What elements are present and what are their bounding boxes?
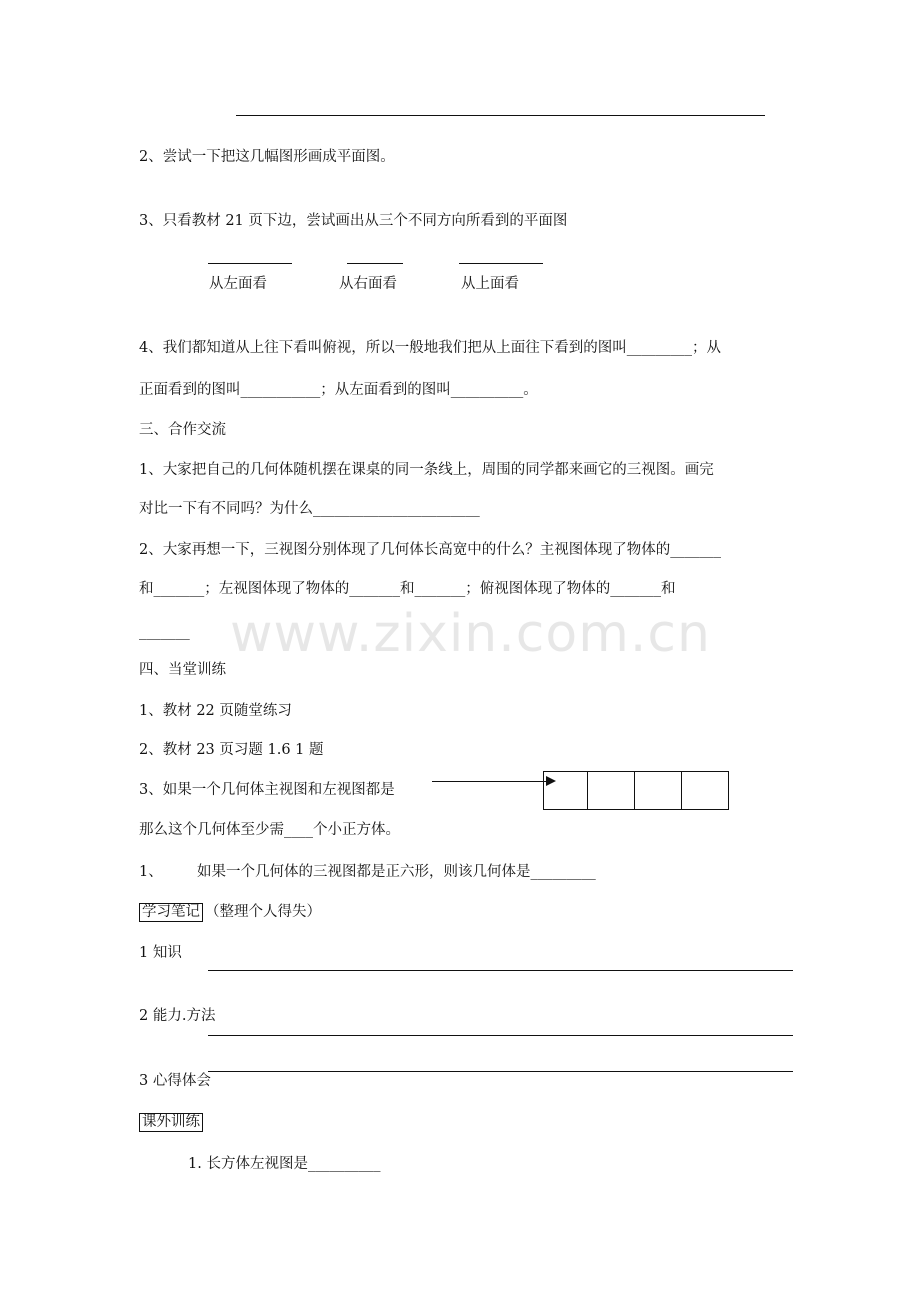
section-cooperation: 三、合作交流: [139, 422, 226, 438]
note-line-knowledge: [208, 970, 793, 971]
practice-4: 如果一个几何体的三视图都是正六形，则该几何体是_________: [197, 864, 596, 880]
extra-question-1: 1. 长方体左视图是__________: [188, 1156, 381, 1172]
label-right-view: 从右面看: [339, 276, 397, 292]
answer-line-top-view: [459, 263, 543, 264]
label-left-view: 从左面看: [209, 276, 267, 292]
question-2: 2、尝试一下把这几幅图形画成平面图。: [139, 149, 395, 165]
coop-2-line2: 和_______；左视图体现了物体的_______和_______；俯视图体现了物体的_______和: [139, 581, 676, 597]
note-ability-method: 2 能力.方法: [139, 1008, 216, 1024]
question-3: 3、只看教材 21 页下边，尝试画出从三个不同方向所看到的平面图: [139, 213, 568, 229]
note-line-experience: [208, 1071, 793, 1072]
figure-cell-3: [634, 771, 682, 810]
answer-line-right-view: [347, 263, 403, 264]
note-line-ability: [208, 1035, 793, 1036]
practice-2: 2、教材 23 页习题 1.6 1 题: [139, 742, 324, 758]
practice-3: 3、如果一个几何体主视图和左视图都是: [139, 782, 395, 798]
figure-cell-4: [681, 771, 729, 810]
practice-1: 1、教材 22 页随堂练习: [139, 703, 292, 719]
label-top-view: 从上面看: [461, 276, 519, 292]
watermark: www.zixin.com.cn: [230, 604, 711, 664]
answer-line-left-view: [208, 263, 292, 264]
section-practice: 四、当堂训练: [139, 662, 226, 678]
coop-1-line2: 对比一下有不同吗？为什么_______________________: [139, 501, 480, 517]
extra-training-label: 课外训练: [139, 1113, 203, 1132]
arrow-shaft: [432, 781, 548, 782]
note-experience: 3 心得体会: [139, 1073, 211, 1089]
top-rule: [236, 115, 765, 116]
coop-2-line1: 2、大家再想一下，三视图分别体现了几何体长高宽中的什么？主视图体现了物体的_______: [139, 542, 721, 558]
practice-3-continued: 那么这个几何体至少需____个小正方体。: [139, 822, 400, 838]
figure-cell-2: [587, 771, 635, 810]
figure-cell-1: [543, 771, 588, 810]
coop-2-line3: _______: [139, 624, 190, 640]
question-4-line1: 4、我们都知道从上往下看叫俯视，所以一般地我们把从上面往下看到的图叫_________；从: [139, 340, 721, 356]
note-knowledge: 1 知识: [139, 945, 182, 961]
study-notes-subtitle: （整理个人得失）: [205, 904, 321, 920]
study-notes-label: 学习笔记: [139, 903, 203, 922]
coop-1-line1: 1、大家把自己的几何体随机摆在课桌的同一条线上，周围的同学都来画它的三视图。画完: [139, 462, 714, 478]
question-4-line2: 正面看到的图叫___________；从左面看到的图叫__________。: [139, 382, 538, 398]
practice-4-number: 1、: [139, 864, 163, 880]
